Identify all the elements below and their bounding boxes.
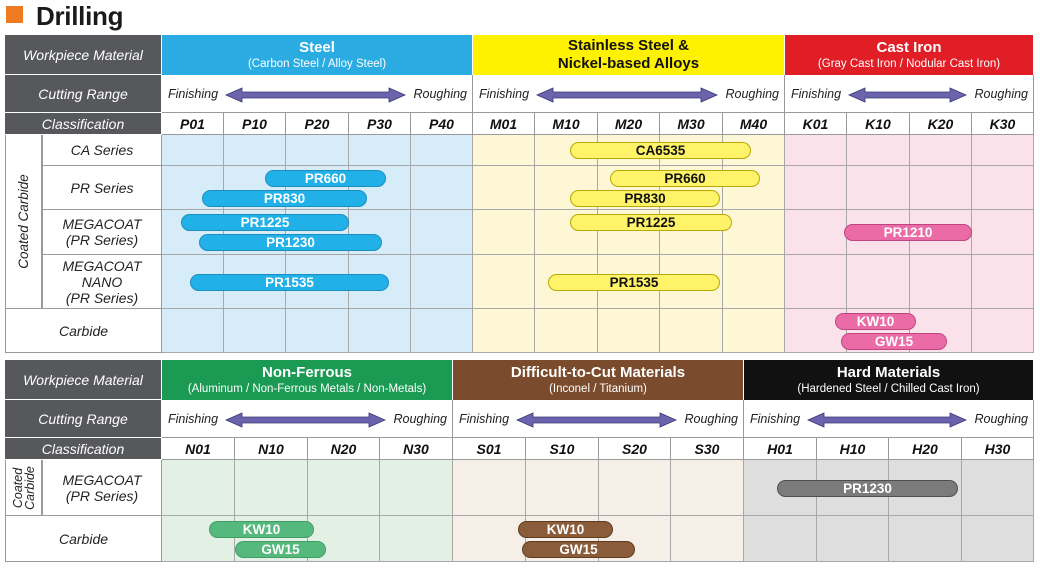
grid-cell: [972, 135, 1034, 166]
grid-cell: [962, 460, 1034, 516]
classification-P30: P30: [349, 113, 411, 135]
grid-cell: [349, 135, 411, 166]
grid-cell: [744, 516, 817, 562]
grid-cell: [785, 210, 847, 255]
grade-bar-pr660: PR660: [265, 170, 386, 187]
material-subtitle: (Hardened Steel / Chilled Cast Iron): [797, 383, 980, 395]
material-title: Difficult-to-Cut Materials: [510, 364, 686, 381]
grade-bar-pr1230: PR1230: [199, 234, 382, 251]
roughing-label: Roughing: [974, 87, 1028, 101]
material-title: Hard Materials: [836, 364, 941, 381]
material-header-hard: [744, 360, 1034, 400]
coated-carbide-text: Coated Carbide: [10, 465, 37, 510]
grid-cell: [847, 255, 910, 309]
material-header-difficult: [453, 360, 744, 400]
classification-H01: H01: [744, 438, 817, 460]
grid-cell: [526, 460, 599, 516]
classification-S01: S01: [453, 438, 526, 460]
grade-bar-gw15: GW15: [235, 541, 326, 558]
workpiece-material-label: Workpiece Material: [5, 35, 162, 75]
classification-M01: M01: [473, 113, 535, 135]
classification-K01: K01: [785, 113, 847, 135]
double-arrow-icon: [785, 75, 1034, 113]
cutting-range-cast_iron: [785, 75, 1034, 113]
grid-cell: [380, 516, 453, 562]
page-title: Drilling: [36, 1, 124, 31]
row-label-1: [42, 166, 162, 210]
grid-cell: [723, 309, 785, 353]
grid-cell: [847, 135, 910, 166]
double-arrow-icon: [744, 400, 1034, 438]
row-label-text: Carbide: [58, 322, 109, 339]
finishing-label: Finishing: [168, 412, 219, 426]
grade-bar-ca6535: CA6535: [570, 142, 751, 159]
grid-cell: [162, 309, 224, 353]
classification-N10: N10: [235, 438, 308, 460]
grid-cell: [785, 166, 847, 210]
row-label-0: [42, 135, 162, 166]
classification-M40: M40: [723, 113, 785, 135]
grid-cell: [910, 135, 972, 166]
classification-P40: P40: [411, 113, 473, 135]
grid-cell: [224, 309, 286, 353]
grid-cell: [785, 255, 847, 309]
classification-M10: M10: [535, 113, 598, 135]
material-subtitle: (Carbon Steel / Alloy Steel): [247, 58, 387, 70]
roughing-label: Roughing: [684, 412, 738, 426]
grid-cell: [411, 309, 473, 353]
grade-bar-pr1225: PR1225: [181, 214, 349, 231]
grade-bar-kw10: KW10: [835, 313, 916, 330]
row-label-4: [5, 309, 162, 353]
double-arrow-icon: [162, 75, 473, 113]
grade-bar-gw15: GW15: [522, 541, 635, 558]
title-square-icon: [6, 6, 23, 23]
classification-N20: N20: [308, 438, 380, 460]
material-header-cast_iron: [785, 35, 1034, 75]
coated-carbide-label: [5, 460, 42, 516]
grid-cell: [224, 135, 286, 166]
grade-bar-pr660: PR660: [610, 170, 760, 187]
cutting-range-label: Cutting Range: [5, 75, 162, 113]
grid-cell: [972, 166, 1034, 210]
classification-K30: K30: [972, 113, 1034, 135]
grid-cell: [910, 166, 972, 210]
grid-cell: [889, 516, 962, 562]
grid-cell: [380, 460, 453, 516]
material-title: Steel: [299, 39, 335, 56]
grade-bar-pr1230: PR1230: [777, 480, 958, 497]
grid-cell: [308, 460, 380, 516]
grid-cell: [473, 255, 535, 309]
classification-P20: P20: [286, 113, 349, 135]
cutting-range-non_ferrous: [162, 400, 453, 438]
row-label-3: [42, 255, 162, 309]
roughing-label: Roughing: [725, 87, 779, 101]
grid-cell: [473, 135, 535, 166]
cutting-range-difficult: [453, 400, 744, 438]
material-title: Cast Iron: [876, 39, 942, 56]
grid-cell: [660, 309, 723, 353]
row-label-text: CA Series: [70, 142, 134, 158]
material-header-stainless: [473, 35, 785, 75]
double-arrow-icon: [453, 400, 744, 438]
grid-cell: [235, 460, 308, 516]
cutting-range-label: Cutting Range: [5, 400, 162, 438]
row-label-text: MEGACOAT (PR Series): [62, 471, 142, 504]
grade-bar-pr1535: PR1535: [548, 274, 720, 291]
grid-cell: [411, 135, 473, 166]
classification-P01: P01: [162, 113, 224, 135]
grid-cell: [817, 516, 889, 562]
grid-cell: [671, 460, 744, 516]
grade-bar-pr830: PR830: [570, 190, 720, 207]
material-subtitle: (Inconel / Titanium): [549, 383, 647, 395]
classification-N01: N01: [162, 438, 235, 460]
row-label-2: [42, 210, 162, 255]
material-title: Stainless Steel & Nickel-based Alloys: [557, 37, 700, 72]
grid-cell: [286, 135, 349, 166]
classification-M20: M20: [598, 113, 660, 135]
cutting-range-stainless: [473, 75, 785, 113]
grid-cell: [473, 210, 535, 255]
grid-cell: [598, 309, 660, 353]
roughing-label: Roughing: [413, 87, 467, 101]
row-label-0: [42, 460, 162, 516]
finishing-label: Finishing: [479, 87, 530, 101]
grade-bar-pr830: PR830: [202, 190, 367, 207]
grade-bar-pr1210: PR1210: [844, 224, 972, 241]
roughing-label: Roughing: [974, 412, 1028, 426]
classification-H10: H10: [817, 438, 889, 460]
classification-S10: S10: [526, 438, 599, 460]
classification-H20: H20: [889, 438, 962, 460]
grade-bar-kw10: KW10: [209, 521, 314, 538]
grid-cell: [847, 166, 910, 210]
row-label-text: MEGACOAT (PR Series): [62, 216, 142, 248]
classification-M30: M30: [660, 113, 723, 135]
classification-P10: P10: [224, 113, 286, 135]
grid-cell: [972, 255, 1034, 309]
grade-bar-kw10: KW10: [518, 521, 613, 538]
coated-carbide-text: Coated Carbide: [16, 174, 31, 269]
grid-cell: [411, 210, 473, 255]
cutting-range-steel: [162, 75, 473, 113]
grid-cell: [910, 255, 972, 309]
finishing-label: Finishing: [168, 87, 219, 101]
grid-cell: [411, 255, 473, 309]
row-label-text: MEGACOAT NANO (PR Series): [62, 257, 142, 306]
grid-cell: [671, 516, 744, 562]
classification-N30: N30: [380, 438, 453, 460]
double-arrow-icon: [162, 400, 453, 438]
grid-cell: [453, 460, 526, 516]
material-header-steel: [162, 35, 473, 75]
roughing-label: Roughing: [393, 412, 447, 426]
grid-cell: [349, 309, 411, 353]
classification-label: Classification: [5, 438, 162, 460]
grid-cell: [473, 309, 535, 353]
grid-cell: [785, 135, 847, 166]
coated-carbide-label: [5, 135, 42, 309]
finishing-label: Finishing: [750, 412, 801, 426]
grid-cell: [453, 516, 526, 562]
grid-cell: [162, 135, 224, 166]
grid-cell: [286, 309, 349, 353]
finishing-label: Finishing: [791, 87, 842, 101]
classification-S20: S20: [599, 438, 671, 460]
grid-cell: [473, 166, 535, 210]
grid-cell: [723, 210, 785, 255]
grade-bar-pr1535: PR1535: [190, 274, 389, 291]
material-title: Non-Ferrous: [262, 364, 352, 381]
material-header-non_ferrous: [162, 360, 453, 400]
double-arrow-icon: [473, 75, 785, 113]
classification-K10: K10: [847, 113, 910, 135]
classification-label: Classification: [5, 113, 162, 135]
material-subtitle: (Aluminum / Non-Ferrous Metals / Non-Metals): [187, 383, 427, 395]
grid-cell: [962, 516, 1034, 562]
cutting-range-hard: [744, 400, 1034, 438]
grid-cell: [723, 255, 785, 309]
grade-bar-gw15: GW15: [841, 333, 947, 350]
workpiece-material-label: Workpiece Material: [5, 360, 162, 400]
grid-cell: [535, 309, 598, 353]
classification-H30: H30: [962, 438, 1034, 460]
grid-cell: [162, 460, 235, 516]
grade-bar-pr1225: PR1225: [570, 214, 732, 231]
grid-cell: [972, 309, 1034, 353]
classification-S30: S30: [671, 438, 744, 460]
row-label-text: PR Series: [70, 179, 134, 196]
grid-cell: [972, 210, 1034, 255]
row-label-text: Carbide: [58, 530, 109, 547]
material-subtitle: (Gray Cast Iron / Nodular Cast Iron): [817, 58, 1001, 70]
grid-cell: [411, 166, 473, 210]
row-label-1: [5, 516, 162, 562]
grid-cell: [599, 460, 671, 516]
finishing-label: Finishing: [459, 412, 510, 426]
classification-K20: K20: [910, 113, 972, 135]
